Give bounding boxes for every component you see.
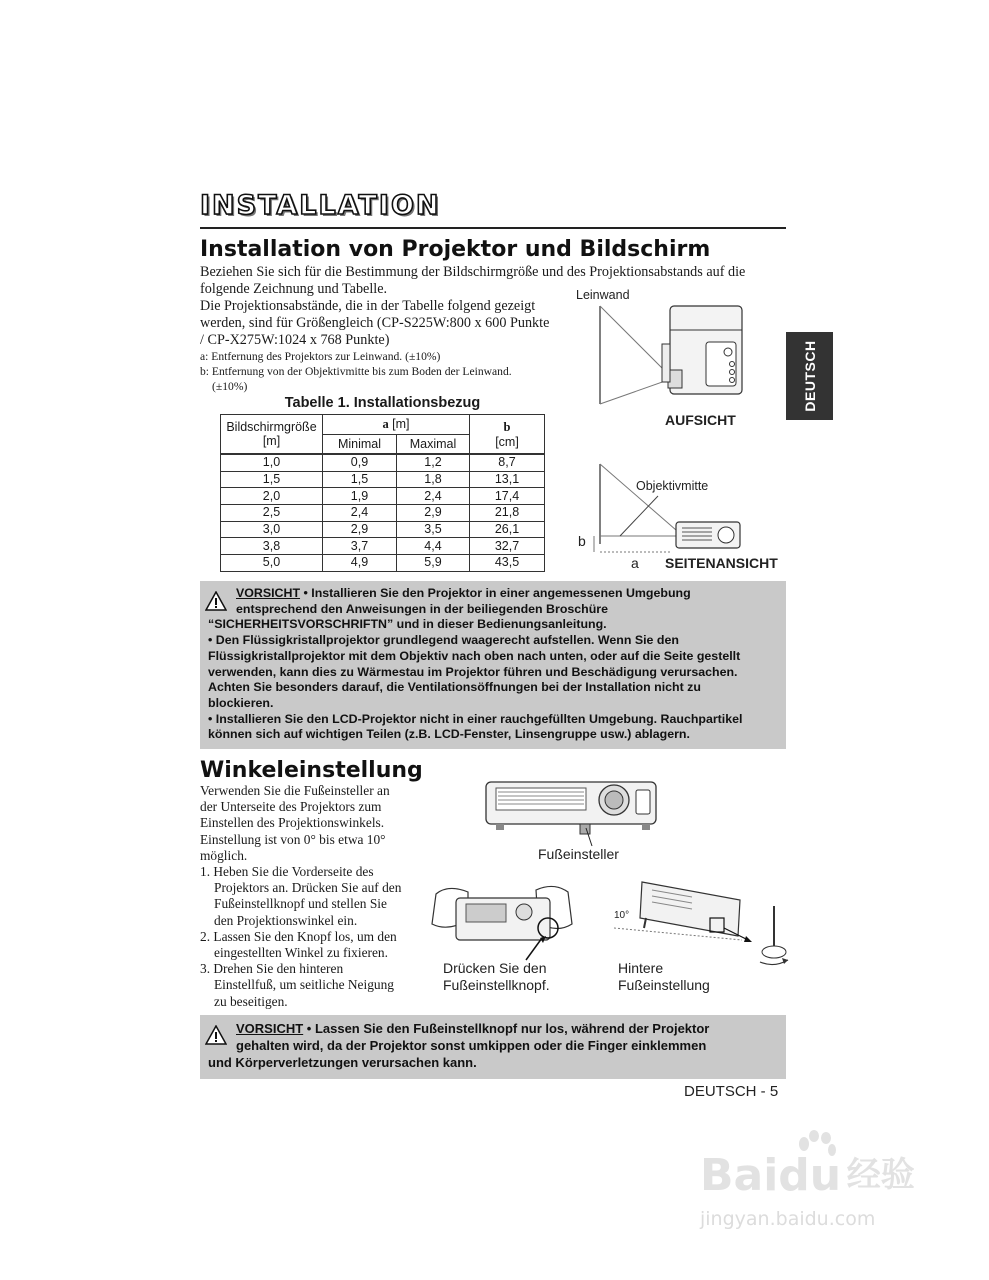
instruction-line: Einstellen des Projektionswinkels. bbox=[200, 815, 385, 831]
caution-text: blockieren. bbox=[208, 695, 274, 710]
caution-text: • Installieren Sie den LCD-Projektor nicht in einer rauchgefüllten Umgebung. Rauchpartikel bbox=[208, 711, 743, 726]
language-tab bbox=[786, 332, 833, 420]
header-a bbox=[323, 415, 470, 435]
table-cell: 1,5 bbox=[221, 471, 323, 488]
foot-adjuster-label: Fußeinsteller bbox=[538, 846, 619, 862]
distance-a-label: a bbox=[631, 555, 639, 571]
intro-line: Beziehen Sie sich für die Bestimmung der Bildschirmgröße und des Projektionsabstands auf die bbox=[200, 264, 746, 280]
table-cell: 13,1 bbox=[470, 471, 545, 488]
intro-text bbox=[200, 264, 770, 298]
caution-text: • Installieren Sie den Projektor in einer angemessenen Umgebung bbox=[300, 586, 691, 600]
caution-text: • Lassen Sie den Fußeinstellknopf nur los, während der Projektor bbox=[303, 1021, 710, 1036]
table-cell: 1,5 bbox=[323, 471, 397, 488]
paragraph-line: werden, sind für Größengleich (CP-S225W:800 x 600 Punkte bbox=[200, 315, 550, 331]
distance-notes bbox=[200, 349, 570, 394]
foot-adjuster-pointer bbox=[584, 826, 604, 848]
caution-label: VORSICHT bbox=[236, 1021, 304, 1036]
table-cell: 5,0 bbox=[221, 555, 323, 572]
angle-instructions bbox=[200, 783, 440, 1010]
table-cell: 3,7 bbox=[323, 538, 397, 555]
press-button-illustration bbox=[428, 880, 576, 962]
table-cell: 2,5 bbox=[221, 505, 323, 522]
table-cell: 2,4 bbox=[397, 488, 470, 505]
caution-text: entsprechend den Anweisungen in der beiliegenden Broschüre bbox=[236, 601, 609, 616]
title-rule bbox=[200, 227, 786, 229]
caution-box-foot-adjuster bbox=[200, 1015, 786, 1079]
table-row bbox=[221, 505, 545, 522]
note-a: a: Entfernung des Projektors zur Leinwand. (±10%) bbox=[200, 350, 441, 363]
table-row bbox=[221, 471, 545, 488]
rear-foot-caption bbox=[618, 960, 710, 994]
table-cell: 26,1 bbox=[470, 521, 545, 538]
table-cell: 3,8 bbox=[221, 538, 323, 555]
header-b-unit: [cm] bbox=[495, 434, 519, 449]
table-cell: 1,8 bbox=[397, 471, 470, 488]
watermark-cn: 经验 bbox=[846, 1155, 915, 1195]
section-heading-angle: Winkeleinstellung bbox=[200, 758, 423, 783]
side-view-label: SEITENANSICHT bbox=[665, 555, 778, 571]
step-1: Fußeinstellknopf und stellen Sie bbox=[214, 896, 387, 912]
caution-text: verwenden, kann dies zu Wärmestau im Projektor führen und Beschädigung verursachen. bbox=[208, 664, 738, 679]
rear-foot-illustration bbox=[612, 876, 792, 968]
table-cell: 21,8 bbox=[470, 505, 545, 522]
screen-label: Leinwand bbox=[576, 288, 630, 302]
watermark-url: jingyan.baidu.com bbox=[700, 1208, 876, 1230]
caution-text: gehalten wird, da der Projektor sonst umkippen oder die Finger einklemmen bbox=[236, 1038, 707, 1053]
table-cell: 2,9 bbox=[323, 521, 397, 538]
table-cell: 5,9 bbox=[397, 555, 470, 572]
paragraph-line: / CP-X275W:1024 x 768 Punkte) bbox=[200, 332, 390, 348]
lens-center-label: Objektivmitte bbox=[636, 479, 709, 493]
instruction-line: der Unterseite des Projektors zum bbox=[200, 799, 382, 815]
table-cell: 32,7 bbox=[470, 538, 545, 555]
instruction-line: möglich. bbox=[200, 847, 248, 863]
step-3: Einstellfuß, um seitliche Neigung bbox=[214, 977, 394, 993]
table-cell: 3,0 bbox=[221, 521, 323, 538]
step-2: eingestellten Winkel zu fixieren. bbox=[214, 945, 388, 961]
header-screen-size bbox=[221, 415, 323, 455]
projection-paragraph bbox=[200, 298, 570, 349]
table-cell: 17,4 bbox=[470, 488, 545, 505]
caution-text: • Den Flüssigkristallprojektor grundlegend waagerecht aufstellen. Wenn Sie den bbox=[208, 633, 679, 648]
caution-label: VORSICHT bbox=[236, 586, 301, 600]
table-row bbox=[221, 521, 545, 538]
table-caption: Tabelle 1. Installationsbezug bbox=[284, 395, 481, 411]
caution-box-installation bbox=[200, 581, 786, 749]
section-heading-installation: Installation von Projektor und Bildschirm bbox=[200, 237, 711, 262]
paragraph-line: Die Projektionsabstände, die in der Tabelle folgend gezeigt bbox=[200, 298, 536, 314]
step-1: Projektors an. Drücken Sie auf den bbox=[214, 880, 402, 896]
watermark bbox=[700, 1140, 915, 1201]
installation-table bbox=[220, 414, 545, 572]
intro-line: folgende Zeichnung und Tabelle. bbox=[200, 281, 388, 297]
page-number: DEUTSCH - 5 bbox=[684, 1083, 779, 1100]
header-text: Bildschirmgröße bbox=[226, 420, 317, 434]
step-3: 3. Drehen Sie den hinteren bbox=[200, 961, 344, 977]
table-cell: 0,9 bbox=[323, 454, 397, 471]
step-2: 2. Lassen Sie den Knopf los, um den bbox=[200, 928, 397, 944]
header-b bbox=[470, 415, 545, 455]
instruction-line: Einstellung ist von 0° bis etwa 10° bbox=[200, 831, 386, 847]
header-minimal: Minimal bbox=[323, 435, 397, 455]
header-text: [m] bbox=[262, 434, 281, 448]
step-3: zu beseitigen. bbox=[214, 993, 288, 1009]
table-cell: 4,4 bbox=[397, 538, 470, 555]
caption-line: Fußeinstellknopf. bbox=[443, 977, 550, 993]
page-title: INSTALLATION bbox=[200, 190, 441, 221]
table-cell: 1,9 bbox=[323, 488, 397, 505]
table-row bbox=[221, 555, 545, 572]
table-cell: 43,5 bbox=[470, 555, 545, 572]
table-cell: 1,0 bbox=[221, 454, 323, 471]
language-tab-label: DEUTSCH bbox=[801, 340, 818, 412]
table-cell: 3,5 bbox=[397, 521, 470, 538]
step-1: 1. Heben Sie die Vorderseite des bbox=[200, 864, 374, 880]
table-cell: 2,0 bbox=[221, 488, 323, 505]
step-1: den Projektionswinkel ein. bbox=[214, 912, 358, 928]
angle-label: 10° bbox=[614, 910, 630, 921]
instruction-line: Verwenden Sie die Fußeinsteller an bbox=[200, 783, 390, 798]
caption-line: Hintere bbox=[618, 960, 664, 976]
caption-line: Fußeinstellung bbox=[618, 977, 710, 993]
side-view-diagram bbox=[592, 460, 752, 558]
distance-b-label: b bbox=[578, 533, 586, 549]
press-button-caption bbox=[443, 960, 550, 994]
note-b-tolerance: (±10%) bbox=[212, 380, 248, 393]
table-row bbox=[221, 538, 545, 555]
table-cell: 2,4 bbox=[323, 505, 397, 522]
caution-text: Achten Sie besonders darauf, die Ventilationsöffnungen bei der Installation nicht zu bbox=[208, 680, 701, 695]
projector-front-illustration bbox=[482, 776, 664, 838]
watermark-brand: Baidu bbox=[700, 1150, 842, 1201]
table-cell: 1,2 bbox=[397, 454, 470, 471]
table-row bbox=[221, 488, 545, 505]
caption-line: Drücken Sie den bbox=[443, 960, 547, 976]
table-row bbox=[221, 454, 545, 471]
caution-text: “SICHERHEITSVORSCHRIFTN” und in dieser Bedienungsanleitung. bbox=[208, 617, 607, 632]
table-cell: 4,9 bbox=[323, 555, 397, 572]
table-cell: 8,7 bbox=[470, 454, 545, 471]
header-maximal: Maximal bbox=[397, 435, 470, 455]
note-b: b: Entfernung von der Objektivmitte bis zum Boden der Leinwand. bbox=[200, 365, 512, 378]
table-cell: 2,9 bbox=[397, 505, 470, 522]
header-a-letter: a bbox=[382, 417, 389, 431]
header-a-unit: [m] bbox=[388, 417, 410, 431]
caution-text: Flüssigkristallprojektor mit dem Objektiv nach oben nach unten, oder auf die Seite gestellt bbox=[208, 648, 741, 663]
caution-text: und Körperverletzungen verursachen kann. bbox=[208, 1055, 477, 1070]
top-view-diagram bbox=[592, 300, 752, 410]
header-b-letter: b bbox=[503, 419, 511, 434]
caution-text: können sich auf wichtigen Teilen (z.B. LCD-Fenster, Linsengruppe usw.) ablagern. bbox=[208, 727, 690, 742]
top-view-label: AUFSICHT bbox=[665, 412, 736, 428]
